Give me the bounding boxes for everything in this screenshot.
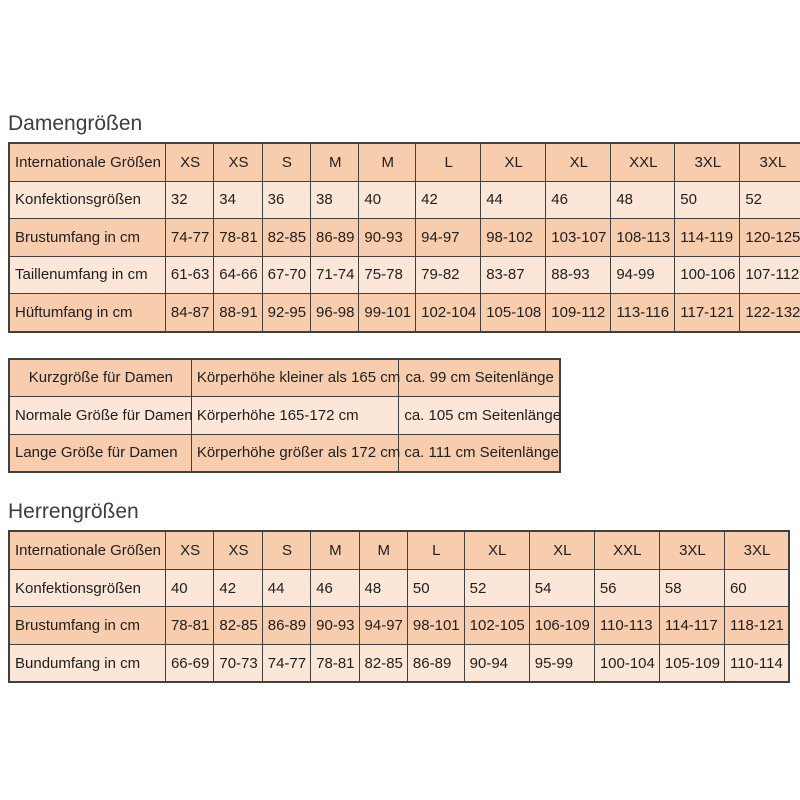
value-cell: 107-112 bbox=[740, 256, 800, 294]
value-cell: 42 bbox=[416, 181, 481, 219]
value-cell: 122-132 bbox=[740, 294, 800, 332]
value-cell: 120-125 bbox=[740, 219, 800, 257]
damen-size-table bbox=[8, 142, 800, 333]
row-label-cell: Konfektionsgrößen bbox=[9, 181, 165, 219]
value-cell: 44 bbox=[262, 569, 310, 607]
value-cell: 102-104 bbox=[416, 294, 481, 332]
table-row bbox=[9, 607, 789, 645]
value-cell: 92-95 bbox=[262, 294, 310, 332]
value-cell: XS bbox=[214, 143, 262, 181]
value-cell: 64-66 bbox=[214, 256, 262, 294]
value-cell: 114-117 bbox=[659, 607, 724, 645]
table-row bbox=[9, 531, 789, 569]
value-cell: 46 bbox=[311, 569, 359, 607]
value-cell: 102-105 bbox=[464, 607, 529, 645]
value-cell: 3XL bbox=[675, 143, 740, 181]
value-cell: 83-87 bbox=[481, 256, 546, 294]
value-cell: 46 bbox=[546, 181, 611, 219]
row-label-cell: Lange Größe für Damen bbox=[9, 434, 191, 472]
row-label-cell: Kurzgröße für Damen bbox=[9, 359, 191, 397]
value-cell: XL bbox=[529, 531, 594, 569]
table-row bbox=[9, 569, 789, 607]
value-cell: S bbox=[262, 143, 310, 181]
value-cell: 32 bbox=[165, 181, 213, 219]
value-cell: 86-89 bbox=[407, 644, 464, 682]
value-cell: 56 bbox=[594, 569, 659, 607]
value-cell: M bbox=[311, 143, 359, 181]
value-cell: XXL bbox=[594, 531, 659, 569]
value-cell: XL bbox=[546, 143, 611, 181]
value-cell: L bbox=[416, 143, 481, 181]
value-cell: 70-73 bbox=[214, 644, 262, 682]
value-cell: 106-109 bbox=[529, 607, 594, 645]
value-cell: 96-98 bbox=[311, 294, 359, 332]
value-cell: 42 bbox=[214, 569, 262, 607]
value-cell: 90-94 bbox=[464, 644, 529, 682]
value-cell: Körperhöhe kleiner als 165 cm bbox=[191, 359, 399, 397]
value-cell: 98-102 bbox=[481, 219, 546, 257]
value-cell: ca. 105 cm Seitenlänge bbox=[399, 397, 560, 435]
row-label-cell: Normale Größe für Damen bbox=[9, 397, 191, 435]
value-cell: 74-77 bbox=[165, 219, 213, 257]
value-cell: 50 bbox=[407, 569, 464, 607]
value-cell: 105-108 bbox=[481, 294, 546, 332]
row-label-cell: Taillenumfang in cm bbox=[9, 256, 165, 294]
value-cell: 105-109 bbox=[659, 644, 724, 682]
value-cell: 78-81 bbox=[214, 219, 262, 257]
damen-length-table bbox=[8, 358, 561, 474]
value-cell: 108-113 bbox=[611, 219, 675, 257]
value-cell: 99-101 bbox=[359, 294, 416, 332]
table-row bbox=[9, 219, 800, 257]
table-row bbox=[9, 397, 560, 435]
value-cell: M bbox=[311, 531, 359, 569]
value-cell: ca. 111 cm Seitenlänge bbox=[399, 434, 560, 472]
value-cell: 110-114 bbox=[724, 644, 789, 682]
value-cell: 113-116 bbox=[611, 294, 675, 332]
value-cell: XS bbox=[165, 143, 213, 181]
value-cell: 74-77 bbox=[262, 644, 310, 682]
damen-section-heading: Damengrößen bbox=[8, 112, 143, 135]
value-cell: XL bbox=[481, 143, 546, 181]
row-label-cell: Brustumfang in cm bbox=[9, 607, 165, 645]
value-cell: 3XL bbox=[740, 143, 800, 181]
value-cell: 117-121 bbox=[675, 294, 740, 332]
value-cell: 88-91 bbox=[214, 294, 262, 332]
table-row bbox=[9, 644, 789, 682]
value-cell: 61-63 bbox=[165, 256, 213, 294]
table-row bbox=[9, 434, 560, 472]
value-cell: 90-93 bbox=[311, 607, 359, 645]
value-cell: 95-99 bbox=[529, 644, 594, 682]
value-cell: ca. 99 cm Seitenlänge bbox=[399, 359, 560, 397]
value-cell: 82-85 bbox=[262, 219, 310, 257]
value-cell: 100-104 bbox=[594, 644, 659, 682]
value-cell: 98-101 bbox=[407, 607, 464, 645]
value-cell: 109-112 bbox=[546, 294, 611, 332]
value-cell: 79-82 bbox=[416, 256, 481, 294]
row-label-cell: Internationale Größen bbox=[9, 143, 165, 181]
value-cell: 38 bbox=[311, 181, 359, 219]
value-cell: XS bbox=[214, 531, 262, 569]
value-cell: 88-93 bbox=[546, 256, 611, 294]
value-cell: 100-106 bbox=[675, 256, 740, 294]
value-cell: 94-97 bbox=[359, 607, 407, 645]
value-cell: 82-85 bbox=[214, 607, 262, 645]
value-cell: 60 bbox=[724, 569, 789, 607]
value-cell: 44 bbox=[481, 181, 546, 219]
value-cell: 75-78 bbox=[359, 256, 416, 294]
row-label-cell: Konfektionsgrößen bbox=[9, 569, 165, 607]
table-row bbox=[9, 359, 560, 397]
value-cell: 34 bbox=[214, 181, 262, 219]
value-cell: XXL bbox=[611, 143, 675, 181]
value-cell: L bbox=[407, 531, 464, 569]
value-cell: 94-97 bbox=[416, 219, 481, 257]
value-cell: 86-89 bbox=[311, 219, 359, 257]
value-cell: 114-119 bbox=[675, 219, 740, 257]
value-cell: XS bbox=[165, 531, 213, 569]
value-cell: 40 bbox=[359, 181, 416, 219]
table-row bbox=[9, 294, 800, 332]
value-cell: 67-70 bbox=[262, 256, 310, 294]
value-cell: 36 bbox=[262, 181, 310, 219]
value-cell: 48 bbox=[611, 181, 675, 219]
row-label-cell: Brustumfang in cm bbox=[9, 219, 165, 257]
value-cell: Körperhöhe 165-172 cm bbox=[191, 397, 399, 435]
value-cell: 48 bbox=[359, 569, 407, 607]
value-cell: 90-93 bbox=[359, 219, 416, 257]
row-label-cell: Internationale Größen bbox=[9, 531, 165, 569]
value-cell: 40 bbox=[165, 569, 213, 607]
row-label-cell: Hüftumfang in cm bbox=[9, 294, 165, 332]
value-cell: S bbox=[262, 531, 310, 569]
value-cell: M bbox=[359, 143, 416, 181]
value-cell: 71-74 bbox=[311, 256, 359, 294]
value-cell: XL bbox=[464, 531, 529, 569]
value-cell: 110-113 bbox=[594, 607, 659, 645]
table-row bbox=[9, 181, 800, 219]
value-cell: 3XL bbox=[659, 531, 724, 569]
value-cell: 52 bbox=[740, 181, 800, 219]
value-cell: 54 bbox=[529, 569, 594, 607]
value-cell: 66-69 bbox=[165, 644, 213, 682]
value-cell: 58 bbox=[659, 569, 724, 607]
value-cell: 50 bbox=[675, 181, 740, 219]
table-row bbox=[9, 143, 800, 181]
row-label-cell: Bundumfang in cm bbox=[9, 644, 165, 682]
value-cell: 118-121 bbox=[724, 607, 789, 645]
herren-size-table bbox=[8, 530, 790, 683]
value-cell: 103-107 bbox=[546, 219, 611, 257]
value-cell: 3XL bbox=[724, 531, 789, 569]
value-cell: 94-99 bbox=[611, 256, 675, 294]
value-cell: 78-81 bbox=[311, 644, 359, 682]
value-cell: Körperhöhe größer als 172 cm bbox=[191, 434, 399, 472]
value-cell: 86-89 bbox=[262, 607, 310, 645]
value-cell: 82-85 bbox=[359, 644, 407, 682]
value-cell: M bbox=[359, 531, 407, 569]
herren-section-heading: Herrengrößen bbox=[8, 500, 139, 524]
table-row bbox=[9, 256, 800, 294]
value-cell: 52 bbox=[464, 569, 529, 607]
value-cell: 78-81 bbox=[165, 607, 213, 645]
value-cell: 84-87 bbox=[165, 294, 213, 332]
